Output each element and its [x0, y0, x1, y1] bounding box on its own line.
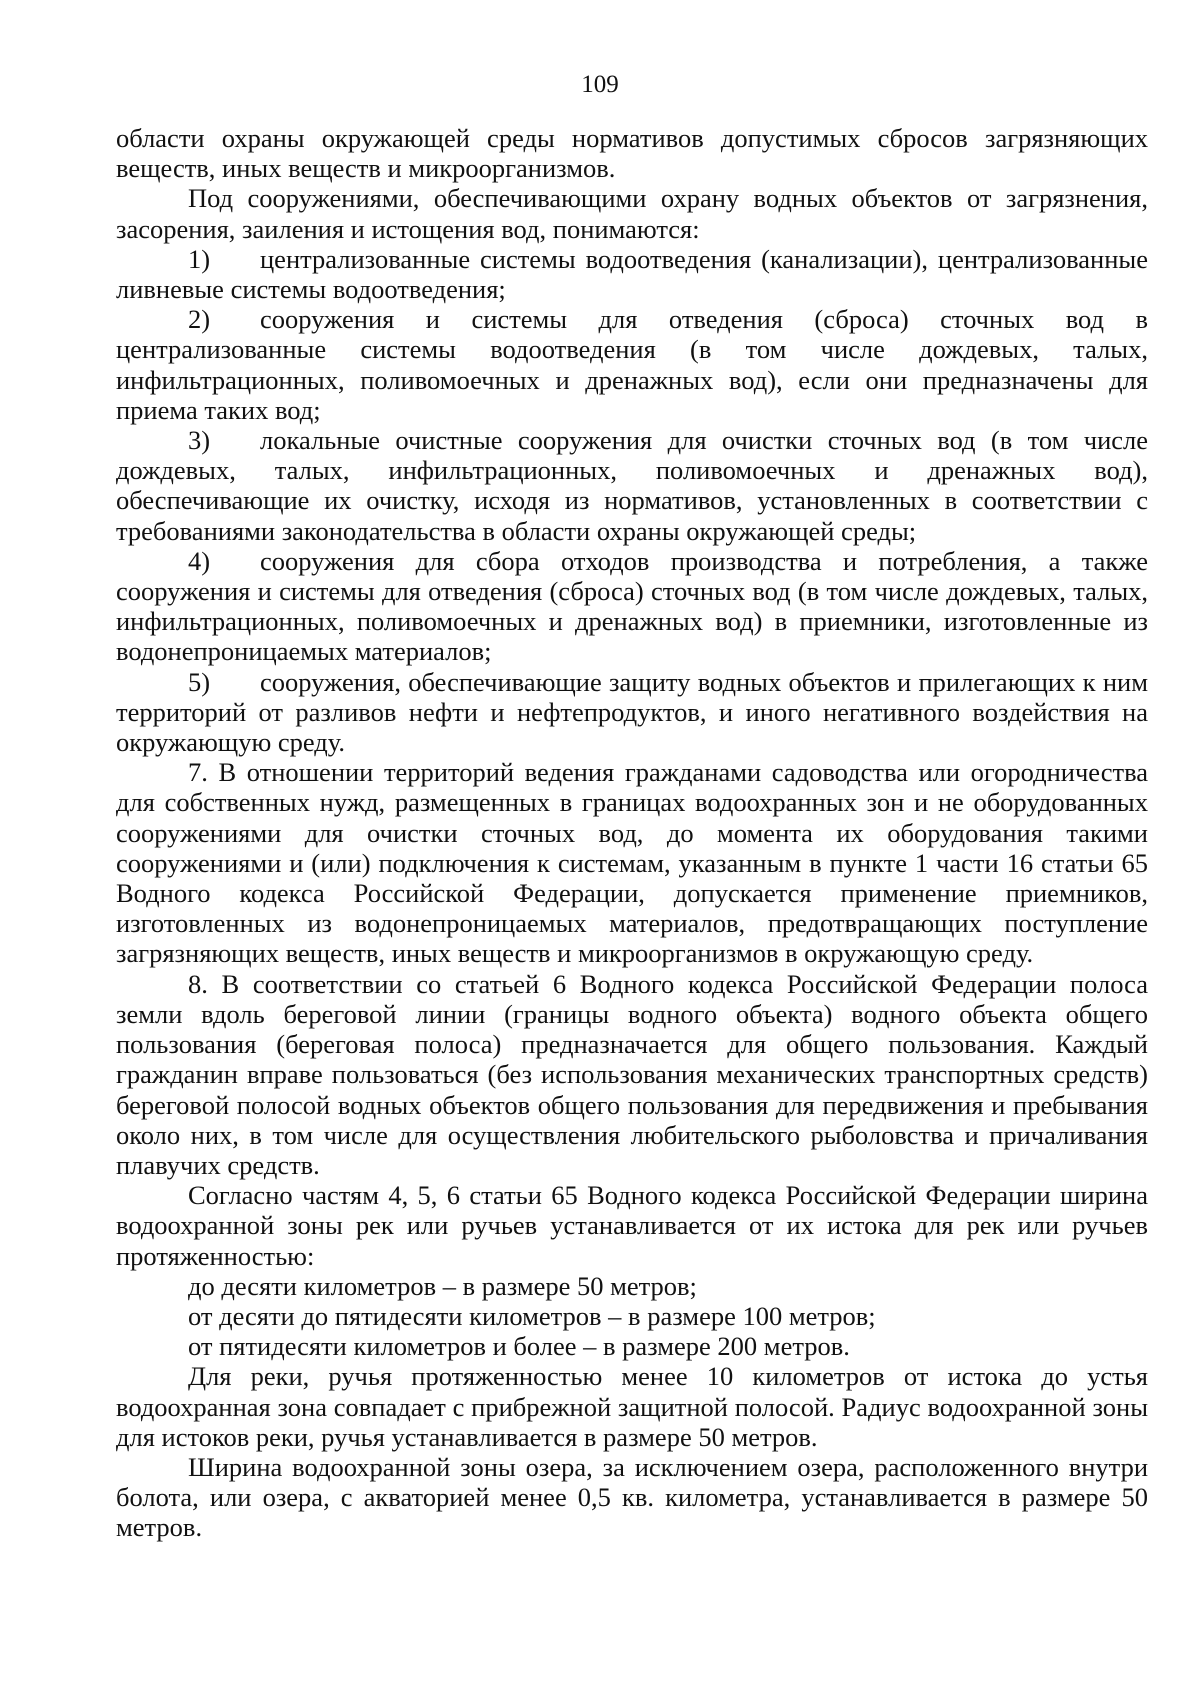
- paragraph-short-river: Для реки, ручья протяженностью менее 10 километров от истока до устья водоохранная зона совпадает с прибрежной защитной полосой. Радиус водоохранной зоны для истоков реки, ручья устанавливается в размере 50 метров.: [116, 1361, 1148, 1452]
- list-item-1: [116, 244, 1148, 304]
- paragraph-lake-zone: Ширина водоохранной зоны озера, за исключением озера, расположенного внутри болота, или озера, с акваторией менее 0,5 кв. километра, устанавливается в размере 50 метров.: [116, 1451, 1148, 1543]
- zone-width-item-3: от пятидесяти километров и более – в размере 200 метров.: [188, 1331, 850, 1362]
- zone-width-item-1: до десяти километров – в размере 50 метров;: [188, 1270, 697, 1301]
- list-number: 4): [188, 545, 211, 576]
- paragraph-water-zone-width: Согласно частям 4, 5, 6 статьи 65 Водного кодекса Российской Федерации ширина водоохранной зоны рек или ручьев устанавливается от их истока для рек или ручьев протяженностью:: [116, 1180, 1148, 1271]
- list-number: 3): [188, 425, 211, 456]
- list-text: сооружения, обеспечивающие защиту водных объектов и прилегающих к ним территорий от разливов нефти и нефтепродуктов, и иного негативного воздействия на окружающую среду.: [116, 666, 1148, 758]
- zone-width-item-2: от десяти до пятидесяти километров – в размере 100 метров;: [188, 1300, 876, 1331]
- list-text: централизованные системы водоотведения (канализации), централизованные ливневые системы водоотведения;: [116, 243, 1148, 305]
- paragraph-structures-intro: Под сооружениями, обеспечивающими охрану водных объектов от загрязнения, засорения, заиления и истощения вод, понимаются:: [116, 183, 1148, 244]
- list-text: локальные очистные сооружения для очистки сточных вод (в том числе дождевых, талых, инфильтрационных, поливомоечных и дренажных вод), обеспечивающие их очистку, исходя из нормативов, установленных в соответствии с требованиями законодательства в области охраны окружающей среды;: [116, 425, 1148, 546]
- list-item-3: [116, 425, 1148, 546]
- list-number: 5): [188, 666, 211, 697]
- list-number: 2): [188, 304, 211, 335]
- paragraph-8: 8. В соответствии со статьей 6 Водного кодекса Российской Федерации полоса земли вдоль береговой линии (границы водного объекта) водного объекта общего пользования (береговая полоса) предназначается для общего пользования. Каждый гражданин вправе пользоваться (без использования механических транспортных средств) береговой полосой водных объектов общего пользования для передвижения и пребывания около них, в том числе для осуществления любительского рыболовства и причаливания плавучих средств.: [116, 968, 1148, 1180]
- list-text: сооружения для сбора отходов производства и потребления, а также сооружения и системы для отведения (сброса) сточных вод (в том числе дождевых, талых, инфильтрационных, поливомоечных и дренажных вод) в приемники, изготовленные из водонепроницаемых материалов;: [116, 545, 1148, 667]
- page-number: 109: [581, 71, 619, 98]
- list-item-4: [116, 546, 1148, 667]
- list-item-2: [116, 304, 1148, 425]
- paragraph-continuation: области охраны окружающей среды нормативов допустимых сбросов загрязняющих веществ, иных веществ и микроорганизмов.: [116, 123, 1148, 184]
- document-body: [116, 123, 1148, 1543]
- list-number: 1): [188, 243, 211, 274]
- list-item-5: [116, 667, 1148, 758]
- paragraph-7: 7. В отношении территорий ведения гражданами садоводства или огородничества для собственных нужд, размещенных в границах водоохранных зон и не оборудованных сооружениями для очистки сточных вод, до момента их оборудования такими сооружениями и (или) подключения к системам, указанным в пункте 1 части 16 статьи 65 Водного кодекса Российской Федерации, допускается применение приемников, изготовленных из водонепроницаемых материалов, предотвращающих поступление загрязняющих веществ, иных веществ и микроорганизмов в окружающую среду.: [116, 757, 1148, 969]
- list-text: сооружения и системы для отведения (сброса) сточных вод в централизованные системы водоотведения (в том числе дождевых, талых, инфильтрационных, поливомоечных и дренажных вод), если они предназначены для приема таких вод;: [116, 304, 1148, 425]
